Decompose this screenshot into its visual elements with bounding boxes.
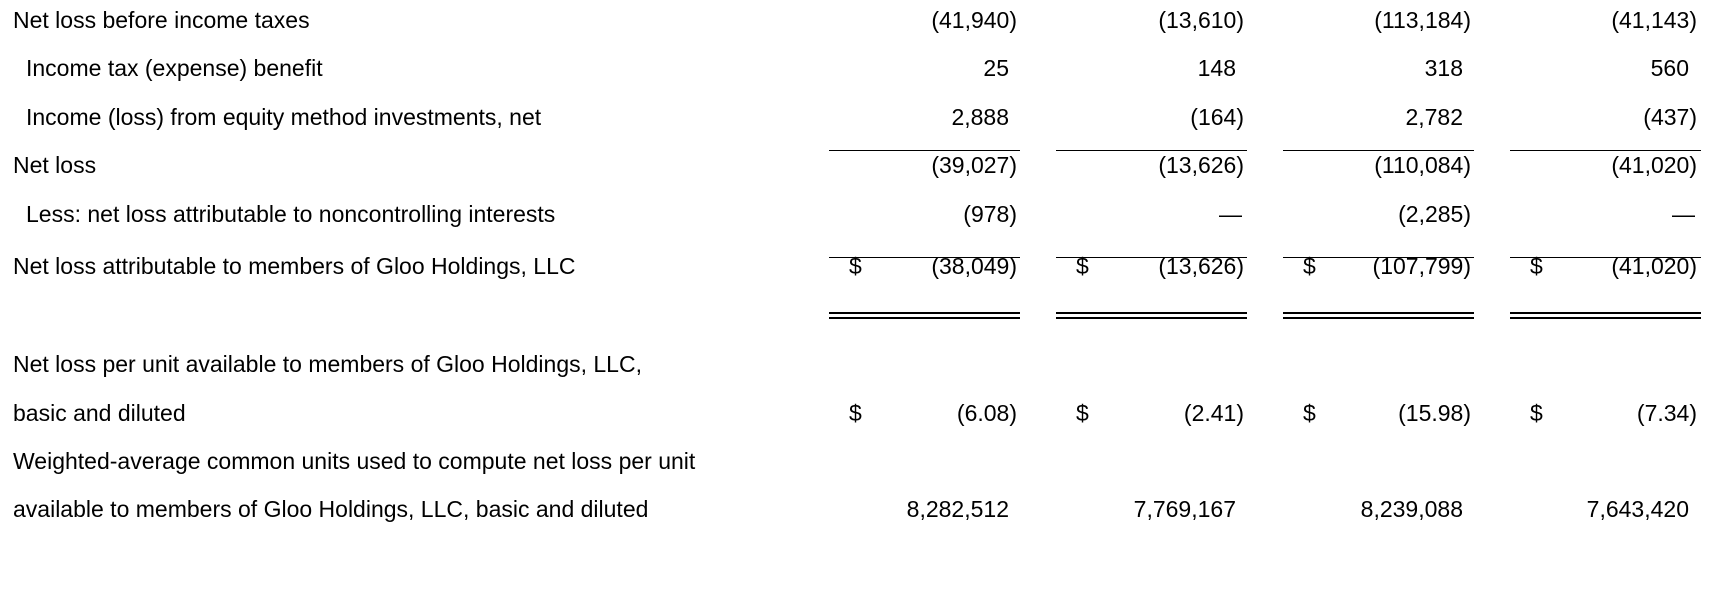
value-col-4: — [1672,201,1695,227]
row-label: Net loss per unit available to members of Gloo Holdings, LLC, [13,351,642,377]
value-col-1: 2,888 [951,104,1009,130]
row-net-loss [0,150,1714,180]
value-col-1: 25 [983,55,1009,81]
value-col-4: 560 [1650,55,1689,81]
value-col-4: (41,143) [1611,7,1697,33]
value-col-2: 7,769,167 [1133,496,1236,522]
row-label: Income (loss) from equity method investments, net [26,104,542,130]
total-double-rule [829,312,1020,319]
value-col-3: 8,239,088 [1360,496,1463,522]
value-col-2: — [1219,201,1242,227]
value-col-4: (437) [1643,104,1697,130]
currency-symbol: $ [849,400,862,426]
row-label: Weighted-average common units used to compute net loss per unit [13,448,696,474]
currency-symbol: $ [1303,253,1316,279]
row-label: basic and diluted [13,400,186,426]
row-label: Net loss before income taxes [13,7,310,33]
value-col-4: (41,020) [1611,253,1697,279]
value-col-4: (41,020) [1611,152,1697,178]
value-col-2: (13,626) [1158,253,1244,279]
row-income-tax [0,53,1714,83]
value-col-1: (38,049) [931,253,1017,279]
currency-symbol: $ [1303,400,1316,426]
value-col-4: (7.34) [1636,400,1697,426]
currency-symbol: $ [849,253,862,279]
total-double-rule [1283,312,1474,319]
value-col-3: 318 [1424,55,1463,81]
value-col-3: (110,084) [1374,152,1471,178]
value-col-2: (2.41) [1183,400,1244,426]
row-label: available to members of Gloo Holdings, LLC, basic and diluted [13,496,649,522]
currency-symbol: $ [1076,400,1089,426]
currency-symbol: $ [1530,253,1543,279]
row-net-loss-before-taxes [0,5,1714,35]
value-col-3: 2,782 [1405,104,1463,130]
value-col-3: (15.98) [1398,400,1471,426]
row-per-unit-label-line1 [0,349,1714,379]
currency-symbol: $ [1530,400,1543,426]
row-weighted-units [0,494,1714,524]
value-col-1: (41,940) [931,7,1017,33]
row-equity-method [0,102,1714,132]
total-double-rule [1056,312,1247,319]
row-weighted-units-label-line1 [0,446,1714,476]
value-col-3: (2,285) [1398,201,1471,227]
currency-symbol: $ [1076,253,1089,279]
row-label: Net loss attributable to members of Gloo Holdings, LLC [13,253,576,279]
row-noncontrolling-interests [0,199,1714,229]
value-col-1: 8,282,512 [906,496,1009,522]
total-double-rule [1510,312,1701,319]
row-label: Income tax (expense) benefit [26,55,323,81]
value-col-3: (107,799) [1372,253,1471,279]
row-net-loss-members [0,251,1714,281]
value-col-2: (13,626) [1158,152,1244,178]
value-col-2: 148 [1197,55,1236,81]
value-col-1: (978) [963,201,1017,227]
value-col-2: (13,610) [1158,7,1244,33]
value-col-1: (6.08) [956,400,1017,426]
value-col-2: (164) [1190,104,1244,130]
row-per-unit [0,398,1714,428]
row-label: Less: net loss attributable to noncontrolling interests [26,201,556,227]
value-col-4: 7,643,420 [1586,496,1689,522]
value-col-3: (113,184) [1374,7,1471,33]
value-col-1: (39,027) [931,152,1017,178]
row-label: Net loss [13,152,97,178]
